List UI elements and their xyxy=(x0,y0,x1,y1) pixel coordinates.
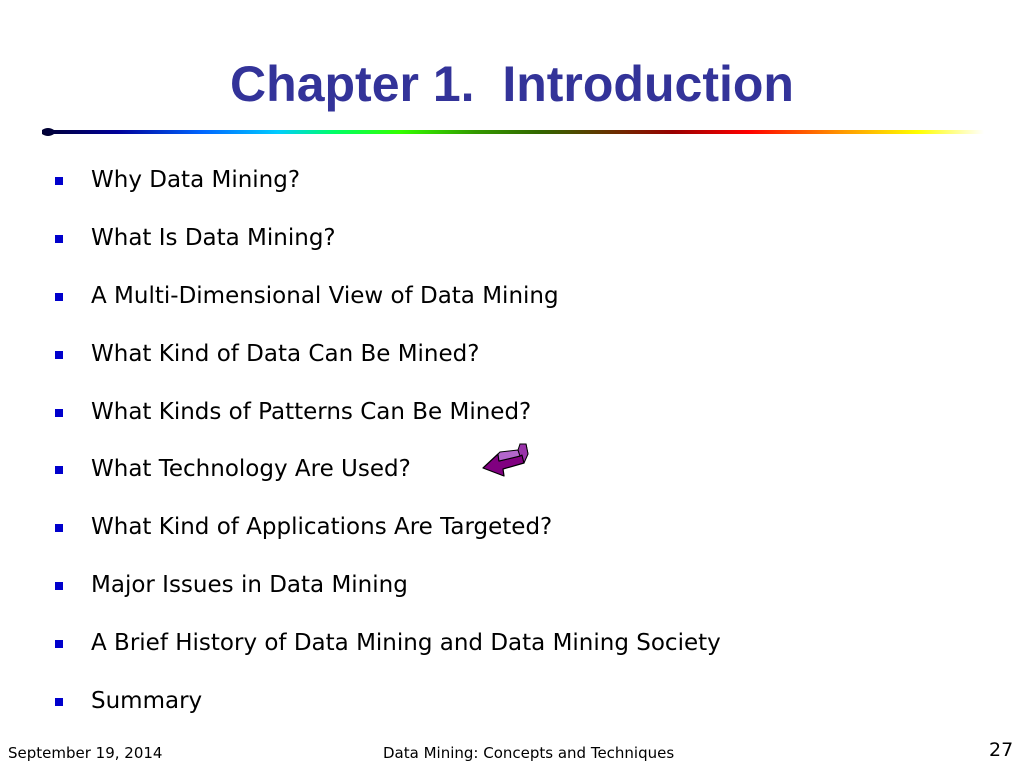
bullet-text: Major Issues in Data Mining xyxy=(91,572,408,598)
bullet-icon xyxy=(55,351,63,359)
list-item xyxy=(0,684,900,718)
bullet-icon xyxy=(55,177,63,185)
bullet-text: A Brief History of Data Mining and Data Mining Society xyxy=(91,630,721,656)
footer-course-title: Data Mining: Concepts and Techniques xyxy=(383,744,675,762)
bullet-text: What Is Data Mining? xyxy=(91,225,336,251)
title-rule xyxy=(42,126,984,138)
bullet-icon xyxy=(55,293,63,301)
left-arrow-icon xyxy=(480,442,530,478)
bullet-text: A Multi-Dimensional View of Data Mining xyxy=(91,283,559,309)
bullet-text: What Kinds of Patterns Can Be Mined? xyxy=(91,399,532,425)
bullet-text: What Kind of Data Can Be Mined? xyxy=(91,341,480,367)
bullet-icon xyxy=(55,235,63,243)
bullet-icon xyxy=(55,409,63,417)
list-item xyxy=(0,163,900,197)
list-item xyxy=(0,337,900,371)
bullet-icon xyxy=(55,698,63,706)
list-item xyxy=(0,395,900,429)
bullet-icon xyxy=(55,466,63,474)
bullet-icon xyxy=(55,640,63,648)
list-item xyxy=(0,279,900,313)
bullet-icon xyxy=(55,582,63,590)
list-item xyxy=(0,568,900,602)
footer-date: September 19, 2014 xyxy=(8,744,163,762)
list-item xyxy=(0,626,900,660)
bullet-text: What Kind of Applications Are Targeted? xyxy=(91,514,553,540)
bullet-text: Summary xyxy=(91,688,203,714)
bullet-text: Why Data Mining? xyxy=(91,167,301,193)
list-item xyxy=(0,221,900,255)
slide-title: Chapter 1. Introduction xyxy=(230,56,794,112)
list-item xyxy=(0,452,900,486)
bullet-icon xyxy=(55,524,63,532)
bullet-text: What Technology Are Used? xyxy=(91,456,411,482)
slide-number: 27 xyxy=(989,739,1014,761)
list-item xyxy=(0,510,900,544)
